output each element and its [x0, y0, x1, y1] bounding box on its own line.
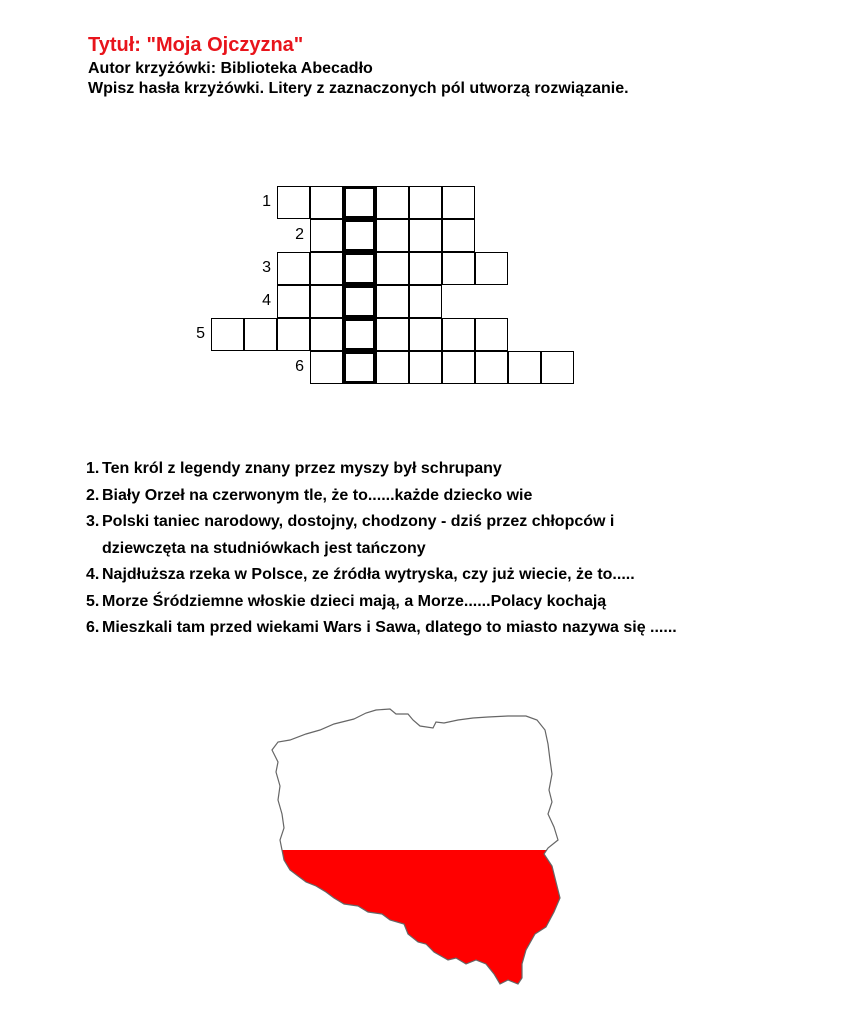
clue-number: 4. [86, 566, 100, 583]
clue-text: Biały Orzeł na czerwonym tle, że to......każde dziecko wie [102, 486, 533, 504]
clue-item [86, 589, 677, 616]
crossword-cell[interactable] [442, 252, 475, 285]
clue-item [86, 509, 677, 562]
clue-number: 2. [86, 486, 100, 504]
crossword-cell[interactable] [244, 318, 277, 351]
crossword-cell[interactable] [376, 318, 409, 351]
crossword-cell[interactable] [310, 285, 343, 318]
crossword-cell[interactable] [277, 318, 310, 351]
crossword-cell[interactable] [409, 318, 442, 351]
crossword-cell[interactable] [310, 318, 343, 351]
clue-number: 6. [86, 619, 100, 636]
clue-text: Ten król z legendy znany przez myszy był schrupany [102, 460, 502, 477]
page-title: Tytuł: "Moja Ojczyzna" [88, 34, 304, 56]
crossword-cell[interactable] [442, 186, 475, 219]
crossword-cell[interactable] [409, 186, 442, 219]
crossword-cell[interactable] [442, 219, 475, 252]
clue-number: 5. [86, 592, 100, 610]
clue-number: 3. [86, 513, 100, 530]
crossword-cell[interactable] [277, 186, 310, 219]
crossword-row-number: 2 [295, 226, 304, 243]
clue-item [86, 456, 677, 483]
poland-map [258, 702, 578, 992]
crossword-solution-cell[interactable] [343, 219, 376, 252]
flag-red-band [258, 850, 578, 992]
crossword-cell[interactable] [376, 285, 409, 318]
crossword-solution-cell[interactable] [343, 252, 376, 285]
instruction-line: Wpisz hasła krzyżówki. Litery z zaznaczonych pól utworzą rozwiązanie. [88, 80, 629, 97]
crossword-solution-cell[interactable] [343, 285, 376, 318]
clue-item [86, 562, 677, 589]
crossword-solution-cell[interactable] [343, 351, 376, 384]
clue-list [86, 456, 677, 642]
crossword-cell[interactable] [376, 351, 409, 384]
crossword-row-number: 6 [295, 358, 304, 375]
crossword-cell[interactable] [376, 186, 409, 219]
crossword-row-number: 1 [262, 193, 271, 210]
crossword-cell[interactable] [409, 285, 442, 318]
crossword-cell[interactable] [277, 252, 310, 285]
crossword-cell[interactable] [475, 252, 508, 285]
crossword-cell[interactable] [475, 318, 508, 351]
crossword-row-number: 4 [262, 292, 271, 309]
crossword-solution-cell[interactable] [343, 186, 376, 219]
clue-number: 1. [86, 460, 100, 477]
crossword-cell[interactable] [310, 186, 343, 219]
crossword-cell[interactable] [376, 219, 409, 252]
crossword-cell[interactable] [310, 219, 343, 252]
crossword-cell[interactable] [409, 351, 442, 384]
crossword-cell[interactable] [211, 318, 244, 351]
crossword-cell[interactable] [277, 285, 310, 318]
crossword-cell[interactable] [442, 351, 475, 384]
clue-text: Polski taniec narodowy, dostojny, chodzony - dziś przez chłopców i dziewczęta na studniówkach jest tańczony [102, 513, 615, 557]
crossword-cell[interactable] [475, 351, 508, 384]
crossword-cell[interactable] [508, 351, 541, 384]
crossword-row-number: 3 [262, 259, 271, 276]
clue-item [86, 483, 677, 510]
crossword-cell[interactable] [310, 252, 343, 285]
clue-text: Morze Śródziemne włoskie dzieci mają, a Morze......Polacy kochają [102, 592, 607, 610]
clue-text: Najdłuższa rzeka w Polsce, ze źródła wytryska, czy już wiecie, że to..... [102, 566, 635, 583]
crossword-cell[interactable] [409, 252, 442, 285]
crossword-cell[interactable] [409, 219, 442, 252]
crossword-cell[interactable] [376, 252, 409, 285]
clue-item [86, 615, 677, 642]
crossword-cell[interactable] [442, 318, 475, 351]
crossword-solution-cell[interactable] [343, 318, 376, 351]
author-line: Autor krzyżówki: Biblioteka Abecadło [88, 60, 373, 77]
crossword-cell[interactable] [310, 351, 343, 384]
crossword-row-number: 5 [196, 325, 205, 342]
clue-text: Mieszkali tam przed wiekami Wars i Sawa, dlatego to miasto nazywa się ...... [102, 619, 677, 636]
crossword-cell[interactable] [541, 351, 574, 384]
